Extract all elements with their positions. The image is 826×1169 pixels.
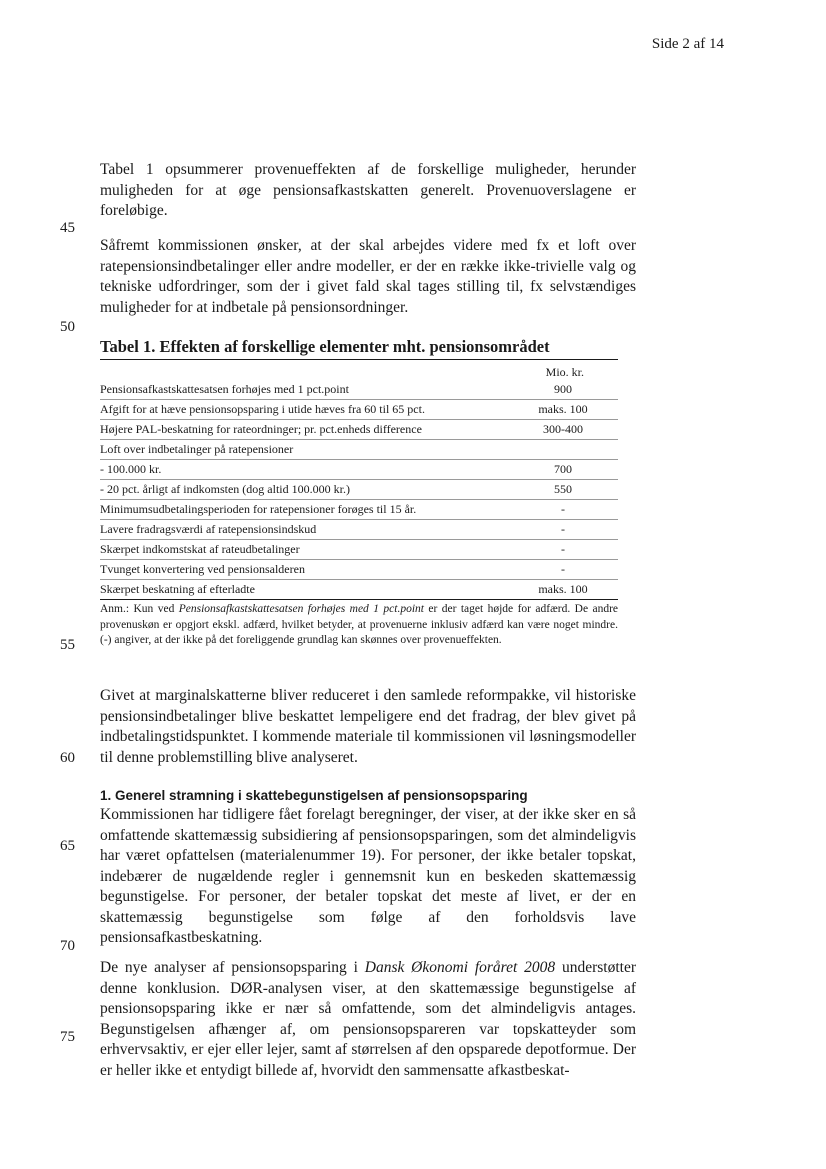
- table-row-label: Tvunget konvertering ved pensionsalderen: [100, 562, 305, 576]
- table-row-label: - 20 pct. årligt af indkomsten (dog altid 100.000 kr.): [100, 482, 350, 496]
- table-column-header: Mio. kr.: [545, 365, 584, 379]
- table-row: [100, 540, 618, 560]
- table-row-value: -: [561, 522, 565, 536]
- table-row-value: -: [561, 542, 565, 556]
- table-row-label: Skærpet indkomstskat af rateudbetalinger: [100, 542, 300, 556]
- table-row-label: Pensionsafkastskattesatsen forhøjes med 1 pct.point: [100, 382, 349, 396]
- table-row-label: Lavere fradragsværdi af ratepensionsindskud: [100, 522, 317, 536]
- table-body: [100, 380, 618, 600]
- line-number: 60: [60, 750, 75, 766]
- paragraph-intro: Tabel 1 opsummerer provenueffekten af de forskellige muligheder, herunder muligheden for at øge pensionsafkastskatten generelt. Provenuoverslagene er foreløbige.: [100, 161, 636, 219]
- table-row: [100, 560, 618, 580]
- table-row-value: maks. 100: [538, 402, 588, 416]
- page-number: Side 2 af 14: [651, 36, 724, 52]
- table-note: [100, 602, 618, 649]
- paragraph-dor-rest: understøtter denne konklusion. DØR-analysen viser, at den skattemæssige begunstigelse af pensionsopsparing ikke er nær så omfattende, som det almindeligvis antages. Begunstigelsen afhænger af, om pensionsopspareren var topskatteyder som erhvervsaktiv, er ejer eller lejer, samt af størrelsen af den opsparede depotformue. Der er heller ikke et entydigt billede af, hvorvidt den sammensatte afkastbeskat-: [100, 959, 636, 1079]
- line-number: 75: [60, 1029, 75, 1045]
- table-row-value: 550: [554, 482, 572, 496]
- section-1: [100, 788, 636, 949]
- table-row-label: Højere PAL-beskatning for rateordninger; pr. pct.enheds difference: [100, 422, 422, 436]
- paragraph-dor-start: De nye analyser af pensionsopsparing i: [100, 959, 365, 976]
- table-row-value: [478, 440, 618, 459]
- table-note-italic: Pensionsafkastskattesatsen forhøjes med 1 pct.point: [178, 603, 424, 615]
- table-row: [100, 460, 618, 480]
- table-row: [100, 440, 618, 460]
- table-note-prefix: Anm.: Kun ved: [100, 603, 179, 615]
- table-row-label: - 100.000 kr.: [100, 462, 162, 476]
- publication-title: Dansk Økonomi foråret 2008: [364, 959, 556, 976]
- section-heading: 1. Generel stramning i skattebegunstigelsen af pensionsopsparing: [100, 788, 528, 803]
- table-row: [100, 400, 618, 420]
- table-row-label: Loft over indbetalinger på ratepensioner: [100, 442, 294, 456]
- table-title: Tabel 1. Effekten af forskellige elementer mht. pensionsområdet: [100, 337, 618, 360]
- table-row-value: maks. 100: [538, 582, 588, 596]
- table-row-label: Afgift for at hæve pensionsopsparing i utide hæves fra 60 til 65 pct.: [100, 402, 425, 416]
- line-number: 70: [60, 938, 75, 954]
- table-row: [100, 480, 618, 500]
- line-number: 50: [60, 319, 75, 335]
- table-row: [100, 520, 618, 540]
- line-number: 45: [60, 220, 75, 236]
- table-row: [100, 420, 618, 440]
- effect-table: [100, 337, 618, 649]
- table-note-text: er der taget højde for adfærd. De andre provenuskøn er opgjort ekskl. adfærd, hvilket betyder, at provenuerne inklusiv adfærd kan være noget mindre. (-) angiver, at der ikke på det foreliggende grundlag kan skønnes over provenueffekten.: [100, 603, 619, 646]
- table-row-value: 900: [554, 382, 572, 396]
- table-row: [100, 580, 618, 600]
- table-row-value: -: [561, 562, 565, 576]
- table-row-value: 700: [554, 462, 572, 476]
- paragraph-dor: [100, 958, 636, 1081]
- paragraph-section-1: Kommissionen har tidligere fået forelagt beregninger, der viser, at der ikke sker en så omfattende skattemæssig subsidiering af pensionsopsparingen, som det almindeligvis har været opfattelsen (materialenummer 19). For personer, der ikke betaler topskat, indebærer de nugældende regler i gennemsnit kun en beskeden skattemæssig begunstigelse. For personer, der betaler topskat det meste af livet, er der en skattemæssig begunstigelse som følge af den forholdsvis lave pensionsafkastbeskatning.: [100, 806, 636, 946]
- table-row: [100, 380, 618, 400]
- table-row: [100, 500, 618, 520]
- table-row-value: -: [561, 502, 565, 516]
- table-row-label: Skærpet beskatning af efterladte: [100, 582, 255, 596]
- table-row-value: 300-400: [543, 422, 583, 436]
- paragraph-loft: Såfremt kommissionen ønsker, at der skal arbejdes videre med fx et loft over ratepensionsindbetalinger eller andre modeller, er der en række ikke-trivielle valg og tekniske udfordringer, som der i givet fald skal tages stilling til, fx selvstændiges muligheder for at indbetale på pensionsordninger.: [100, 237, 636, 316]
- line-number: 55: [60, 637, 75, 653]
- table-row-label: Minimumsudbetalingsperioden for ratepensioner forøges til 15 år.: [100, 502, 417, 516]
- line-number: 65: [60, 838, 75, 854]
- paragraph-marginalskat: Givet at marginalskatterne bliver reduceret i den samlede reformpakke, vil historiske pensionsindbetalinger blive beskattet lempeligere end det fradrag, der blev givet på indbetalingstidspunktet. I kommende materiale til kommissionen vil løsningsmodeller til denne problemstilling blive analyseret.: [100, 687, 636, 766]
